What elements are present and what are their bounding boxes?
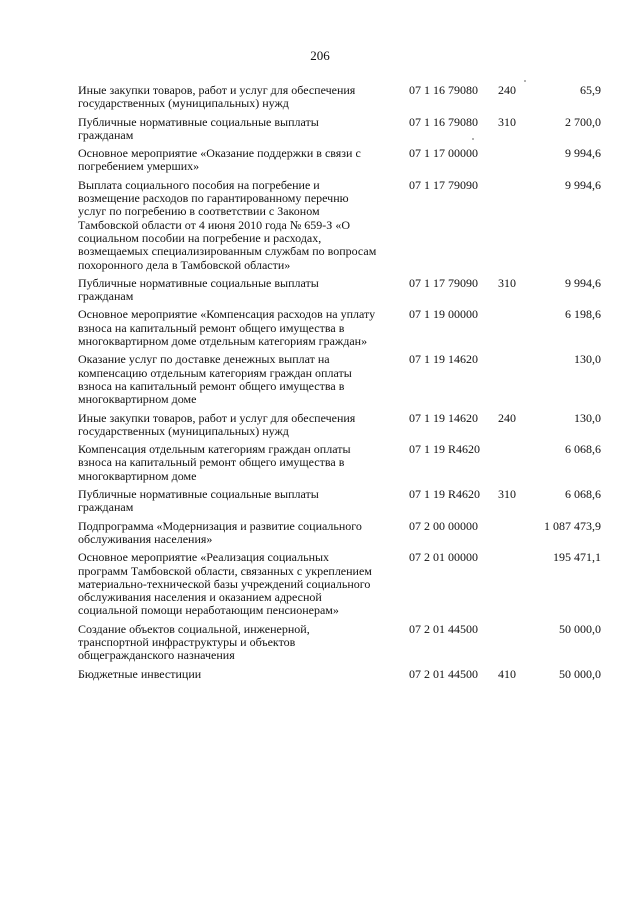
row-name: Оказание услуг по доставке денежных выплат на компенсацию отдельным категориям граждан оплаты взноса на капитальный ремонт общего имущества в многоквартирном доме (78, 352, 352, 407)
table-row (0, 84, 640, 111)
budget-table (0, 84, 640, 681)
row-csr-code: 07 1 17 79090 (409, 275, 478, 290)
row-sum: 9 994,6 (565, 275, 601, 290)
row-name: Компенсация отдельным категориям граждан оплаты взноса на капитальный ремонт общего имущества в многоквартирном доме (78, 442, 351, 483)
row-csr-code: 07 1 19 R4620 (409, 487, 481, 502)
row-name: Публичные нормативные социальные выплаты гражданам (78, 487, 319, 515)
row-sum: 9 994,6 (565, 146, 601, 161)
row-csr-code: 07 1 19 R4620 (409, 442, 481, 457)
table-row (0, 179, 640, 272)
row-csr-code: 07 1 19 14620 (409, 410, 478, 425)
table-row (0, 443, 640, 483)
row-name: Иные закупки товаров, работ и услуг для обеспечения государственных (муниципальных) нужд (78, 410, 356, 438)
table-row (0, 353, 640, 406)
row-csr-code: 07 1 17 00000 (409, 146, 478, 161)
row-sum: 130,0 (574, 352, 601, 367)
row-sum: 6 068,6 (565, 487, 601, 502)
row-sum: 50 000,0 (559, 666, 601, 681)
row-name: Публичные нормативные социальные выплаты гражданам (78, 114, 319, 142)
row-csr-code: 07 1 19 14620 (409, 352, 478, 367)
table-row (0, 488, 640, 515)
row-sum: 130,0 (574, 410, 601, 425)
row-name: Иные закупки товаров, работ и услуг для обеспечения государственных (муниципальных) нужд (78, 83, 356, 111)
row-sum: 65,9 (580, 83, 601, 97)
row-name: Выплата социального пособия на погребение и возмещение расходов по гарантированному перечню услуг по погребению в соответствии с Законом Тамбовской области от 4 июня 2010 года № 659-З «О социальном пособии на погребение и расходах, возмещаемых специализированным службам по вопросам похоронного дела в Тамбовской области» (78, 177, 377, 272)
table-row (0, 308, 640, 348)
row-vr-code: 310 (498, 275, 516, 290)
table-row (0, 116, 640, 143)
row-sum: 6 198,6 (565, 307, 601, 322)
table-row (0, 147, 640, 174)
row-name: Основное мероприятие «Компенсация расходов на уплату взноса на капитальный ремонт общего имущества в многоквартирном доме отдельным категориям граждан» (78, 307, 376, 349)
row-vr-code: 310 (498, 114, 516, 129)
table-row (0, 412, 640, 439)
row-csr-code: 07 1 17 79090 (409, 177, 478, 192)
row-sum: 1 087 473,9 (544, 518, 601, 533)
row-vr-code: 240 (498, 83, 516, 97)
row-sum: 9 994,6 (565, 177, 601, 192)
row-csr-code: 07 1 16 79080 (409, 114, 478, 129)
row-name: Публичные нормативные социальные выплаты гражданам (78, 275, 319, 304)
row-vr-code: 240 (498, 410, 516, 425)
row-vr-code: 410 (498, 666, 516, 681)
row-name: Бюджетные инвестиции (78, 666, 202, 681)
row-sum: 195 471,1 (553, 550, 601, 565)
row-csr-code: 07 2 00 00000 (409, 518, 478, 533)
table-row (0, 551, 640, 617)
table-row (0, 277, 640, 304)
scan-speck (524, 80, 526, 82)
row-sum: 50 000,0 (559, 621, 601, 636)
row-csr-code: 07 2 01 44500 (409, 621, 478, 636)
table-row (0, 623, 640, 663)
row-vr-code: 310 (498, 487, 516, 502)
page-number: 206 (310, 48, 330, 63)
row-name: Основное мероприятие «Реализация социальных программ Тамбовской области, связанных с укреплением материально-технической базы учреждений социального обслуживания населения и оказанием адресной социальной помощи неработающим пенсионерам» (78, 550, 372, 618)
table-row (0, 520, 640, 547)
row-name: Подпрограмма «Модернизация и развитие социального обслуживания населения» (78, 518, 362, 546)
row-name: Основное мероприятие «Оказание поддержки в связи с погребением умерших» (78, 146, 361, 174)
row-sum: 2 700,0 (565, 114, 601, 129)
row-csr-code: 07 2 01 00000 (409, 550, 478, 565)
row-sum: 6 068,6 (565, 442, 601, 457)
row-csr-code: 07 2 01 44500 (409, 666, 478, 681)
row-csr-code: 07 1 16 79080 (409, 83, 478, 97)
scan-speck (472, 138, 474, 140)
row-csr-code: 07 1 19 00000 (409, 307, 478, 322)
row-name: Создание объектов социальной, инженерной, транспортной инфраструктуры и объектов общегражданского назначения (78, 621, 310, 663)
table-row (0, 668, 640, 681)
